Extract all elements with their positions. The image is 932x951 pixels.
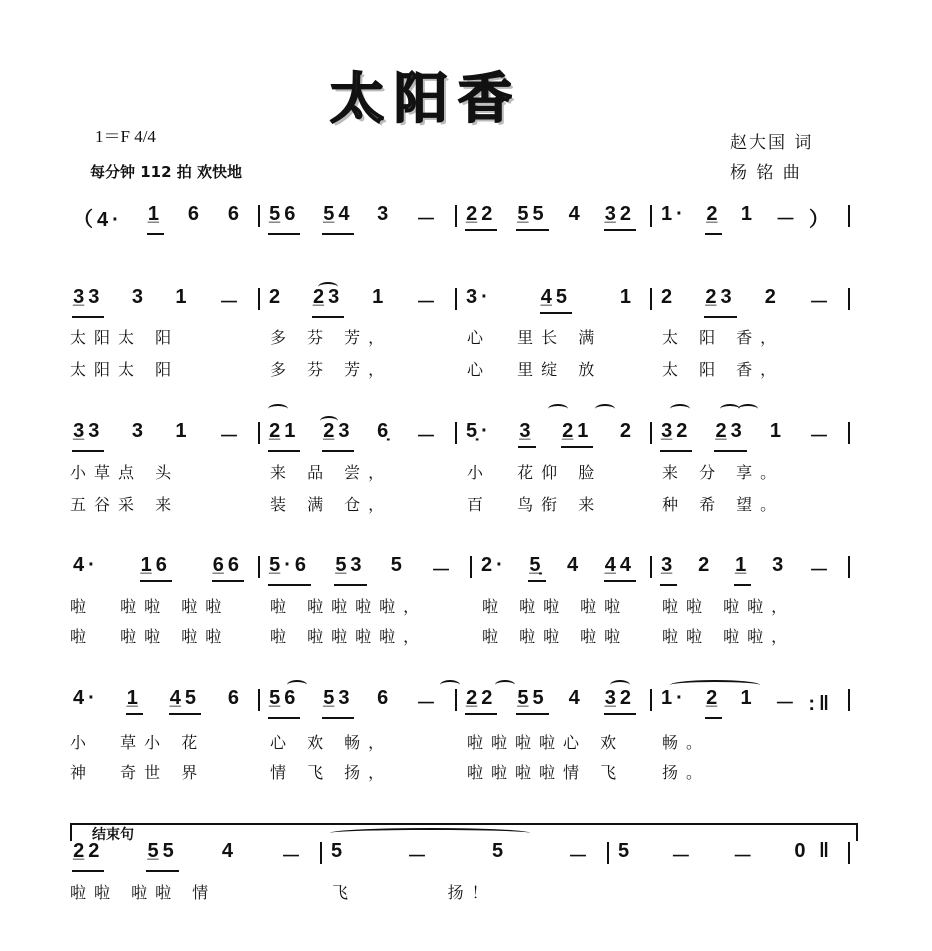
measure: [72, 554, 244, 582]
lyric: 太阳太 阳: [70, 360, 180, 379]
measure: [268, 203, 441, 235]
measure: [465, 203, 636, 231]
note: [568, 687, 585, 715]
note-text: _22: [466, 203, 497, 225]
note: [72, 687, 100, 715]
lyric: 啦啦啦啦情 飞: [467, 763, 625, 782]
lyric: 啦啦 啦啦，: [662, 627, 796, 646]
barline: [258, 205, 260, 227]
barline: [848, 842, 850, 864]
slur: [548, 404, 568, 414]
barline: [650, 689, 652, 711]
note: [566, 554, 583, 582]
lyric: 五谷采 来: [70, 495, 180, 514]
measure: [465, 687, 636, 715]
note-text: 1: [175, 286, 191, 308]
note-text: 4: [568, 687, 584, 709]
note: [218, 420, 244, 452]
note: [72, 203, 124, 235]
note-text: 4: [221, 840, 237, 862]
note: [415, 687, 441, 719]
key-signature: 1＝F 4/4: [95, 127, 156, 146]
lyric: 心 里绽 放: [467, 360, 603, 379]
note-text: 5: [390, 554, 406, 576]
note: [430, 554, 456, 586]
note-text: 6: [227, 687, 243, 709]
note-text: _23: [715, 420, 746, 442]
note: [268, 420, 300, 452]
barline: [320, 842, 322, 864]
barline: [650, 556, 652, 578]
note-text: _23: [705, 286, 736, 308]
barline: [650, 205, 652, 227]
note-text: 6: [187, 203, 203, 225]
note-text: －: [415, 693, 440, 715]
note-text: _53: [323, 687, 354, 709]
note: [561, 420, 593, 448]
note-text: 6: [377, 687, 393, 709]
measure: [330, 840, 593, 872]
note: [740, 203, 757, 235]
note: [174, 286, 191, 318]
note-text: 2·: [481, 554, 507, 576]
note: [465, 286, 493, 314]
note-text: 1: [740, 687, 756, 709]
barline: [848, 205, 850, 227]
barline: [455, 288, 457, 310]
barline: [848, 422, 850, 444]
note-text: _21: [562, 420, 593, 442]
slur: [440, 680, 460, 690]
barline: [258, 556, 260, 578]
note: [697, 554, 714, 586]
note: [604, 687, 636, 715]
lyric: 太阳太 阳: [70, 328, 180, 347]
note: [491, 840, 508, 872]
note: [140, 554, 172, 582]
note: [465, 420, 493, 448]
note-text: 6̣: [377, 420, 393, 442]
note-text: －: [809, 560, 833, 582]
note: [376, 687, 393, 719]
note-text: _23: [312, 286, 344, 308]
note: [660, 554, 677, 586]
note: [774, 687, 834, 719]
note-text: _66: [212, 554, 243, 576]
note-text: _1: [126, 687, 142, 709]
note: [187, 203, 204, 235]
note: [376, 420, 393, 452]
measure: [72, 286, 244, 318]
measure: [465, 286, 636, 314]
note: [714, 420, 746, 452]
note-text: _22: [73, 840, 104, 862]
lyric: 小 花仰 脸: [467, 463, 603, 482]
note-text: 2: [619, 420, 635, 442]
note-text: 1: [175, 420, 191, 442]
note: [808, 420, 834, 452]
note: [415, 286, 441, 318]
lyric: 装 满 仓，: [270, 495, 393, 514]
note-text: －: [732, 846, 757, 868]
note-text: －: [567, 846, 592, 868]
note-text: 3·: [466, 286, 492, 308]
note-text: _56: [269, 203, 300, 225]
note-text: _1: [147, 203, 163, 225]
note-text: _3: [519, 420, 535, 442]
lyric: 啦啦啦啦心 欢: [467, 733, 625, 752]
barline: [848, 689, 850, 711]
lyric: 情 飞 扬，: [270, 763, 393, 782]
note: [732, 840, 758, 872]
note-text: _32: [604, 203, 635, 225]
note: [227, 687, 244, 715]
note-text: _45: [540, 286, 572, 308]
note: [774, 203, 834, 235]
note-text: 1·: [661, 687, 687, 709]
lyric: 啦 啦啦 啦啦: [70, 597, 230, 616]
note-text: 2: [698, 554, 714, 576]
measure: [660, 420, 834, 452]
note-text: 6: [227, 203, 243, 225]
note-text: _33: [73, 286, 104, 308]
measure: [660, 203, 834, 235]
note: [660, 420, 692, 452]
note: [174, 420, 191, 452]
note: [739, 687, 756, 719]
note: [660, 286, 677, 318]
slur: [330, 828, 530, 838]
note-text: －: [670, 846, 695, 868]
slur: [320, 416, 338, 426]
slur: [268, 404, 288, 414]
lyric: 神 奇世 界: [70, 763, 206, 782]
barline: [455, 422, 457, 444]
note-text: 4: [567, 554, 583, 576]
note: [376, 203, 393, 235]
note-text: 3: [377, 203, 393, 225]
note-text: _2: [706, 203, 722, 225]
measure: [660, 286, 834, 318]
note-text: _54: [323, 203, 354, 225]
note-text: 1: [740, 203, 757, 225]
note: [619, 420, 636, 448]
measure: [72, 203, 244, 235]
note-text: 1: [372, 286, 388, 308]
barline: [848, 288, 850, 310]
note-text: 1·: [661, 203, 687, 225]
note-text: －: [809, 292, 833, 314]
slur: [670, 404, 690, 414]
note-text: 3: [131, 286, 147, 308]
note: [465, 687, 497, 715]
slur: [670, 680, 760, 690]
note: [619, 286, 636, 314]
slur: [738, 404, 758, 414]
note: [221, 840, 238, 872]
note: [567, 840, 593, 872]
measure: [660, 554, 834, 586]
lyric: 畅。: [662, 733, 711, 752]
lyric: 啦 啦啦 啦啦: [482, 627, 629, 646]
measure: [617, 840, 834, 872]
note: [371, 286, 388, 318]
note: [131, 420, 148, 452]
barline: [258, 422, 260, 444]
measure: [268, 420, 441, 452]
note-text: _55: [517, 687, 548, 709]
note-text: _56: [269, 687, 300, 709]
note: [322, 203, 354, 235]
note-text: 3: [772, 554, 788, 576]
measure: [268, 286, 441, 318]
note: [568, 203, 585, 231]
note-text: 1: [619, 286, 635, 308]
note-text: _23: [323, 420, 354, 442]
lyric: 啦 啦啦 啦啦: [482, 597, 629, 616]
note: [617, 840, 634, 872]
note-text: －: [415, 209, 440, 231]
note: [72, 286, 104, 318]
note-text: _5̣: [529, 554, 545, 576]
lyric: 太 阳 香，: [662, 360, 785, 379]
note: [516, 203, 548, 231]
slur: [595, 404, 615, 414]
note: [793, 840, 834, 872]
note-text: _16: [140, 554, 171, 576]
barline: [258, 288, 260, 310]
lyricist-credit: 赵大国 词: [730, 133, 814, 153]
note: [465, 203, 497, 231]
coda-label: 结束句: [92, 827, 134, 843]
note-text: _32: [661, 420, 692, 442]
slur: [318, 282, 338, 292]
note: [704, 286, 736, 318]
lyric: 多 芬 芳，: [270, 328, 393, 347]
note-text: 2: [764, 286, 780, 308]
note-text: _55: [147, 840, 178, 862]
note: [268, 554, 311, 586]
note: [771, 554, 788, 586]
note: [280, 840, 306, 872]
note-text: _2: [706, 687, 722, 709]
note-text: －: [280, 846, 305, 868]
note: [705, 687, 722, 719]
note: [72, 554, 100, 582]
barline: [848, 556, 850, 578]
tempo-marking: 每分钟 112 拍 欢快地: [90, 163, 242, 181]
note: [268, 687, 300, 719]
note-text: 0 ‖: [794, 840, 833, 862]
note-text: －: [218, 426, 243, 448]
song-title: 太阳香: [330, 67, 522, 130]
slur: [610, 680, 630, 690]
note-text: －: [218, 292, 243, 314]
note-text: _3: [661, 554, 677, 576]
note-text: 4: [568, 203, 584, 225]
measure: [465, 420, 636, 448]
note-text: _21: [269, 420, 300, 442]
note-text: 4·: [73, 554, 99, 576]
lyric: 啦 啦啦啦啦，: [270, 627, 428, 646]
lyric: 扬。: [662, 763, 711, 782]
note: [131, 286, 148, 318]
lyric: 种 希 望。: [662, 495, 785, 514]
note-text: _45: [169, 687, 201, 709]
note-text: 5: [491, 840, 508, 862]
lyric: 飞 扬！: [332, 883, 496, 902]
measure: [480, 554, 636, 582]
note: [227, 203, 244, 235]
lyric: 太 阳 香，: [662, 328, 785, 347]
barline: [470, 556, 472, 578]
note-text: 2: [661, 286, 677, 308]
lyric: 啦 啦啦 啦啦: [70, 627, 230, 646]
lyric: 心 欢 畅，: [270, 733, 393, 752]
note: [146, 840, 178, 872]
barline: [607, 842, 609, 864]
note-text: －: [407, 846, 432, 868]
note-text: 5: [331, 840, 347, 862]
note: [390, 554, 407, 586]
note: [334, 554, 366, 586]
lyric: 来 品 尝，: [270, 463, 393, 482]
note: [660, 687, 688, 719]
slur: [720, 404, 740, 414]
note-text: －: [808, 426, 833, 448]
note: [126, 687, 143, 715]
lyric: 啦啦 啦啦，: [662, 597, 796, 616]
note-text: － :‖: [774, 693, 833, 715]
note: [480, 554, 508, 582]
note: [808, 286, 834, 318]
measure: [72, 840, 306, 872]
note: [72, 420, 104, 452]
note: [604, 554, 636, 582]
note: [218, 286, 244, 318]
note-text: 1: [769, 420, 785, 442]
note-text: 5: [618, 840, 634, 862]
measure: [72, 687, 244, 715]
note: [518, 420, 535, 448]
note: [516, 687, 548, 715]
note: [769, 420, 786, 452]
note: [670, 840, 696, 872]
note: [268, 203, 300, 235]
slur: [287, 680, 307, 690]
barline: [258, 689, 260, 711]
note: [734, 554, 751, 586]
lyric: 心 里长 满: [467, 328, 603, 347]
note-text: （4·: [73, 209, 123, 231]
note: [540, 286, 572, 314]
note-text: 2: [269, 286, 285, 308]
note: [268, 286, 285, 318]
note-text: －: [415, 292, 440, 314]
note: [415, 420, 441, 452]
note: [406, 840, 432, 872]
lyric: 百 鸟衔 来: [467, 495, 603, 514]
note: [604, 203, 636, 231]
barline: [455, 205, 457, 227]
slur: [495, 680, 515, 690]
note-text: －: [415, 426, 440, 448]
measure: [660, 687, 834, 719]
note: [415, 203, 441, 235]
note: [808, 554, 834, 586]
note: [330, 840, 347, 872]
note-text: _1: [735, 554, 751, 576]
measure: [72, 420, 244, 452]
note: [660, 203, 688, 235]
note: [169, 687, 201, 715]
measure: [268, 687, 441, 719]
note-text: _53: [335, 554, 366, 576]
lyric: 小 草小 花: [70, 733, 206, 752]
note-text: _22: [466, 687, 497, 709]
note-text: 4·: [73, 687, 99, 709]
lyric: 来 分 享。: [662, 463, 785, 482]
barline: [650, 422, 652, 444]
note-text: 5̣·: [466, 420, 492, 442]
note: [322, 687, 354, 719]
note-text: _33: [73, 420, 104, 442]
barline: [455, 689, 457, 711]
note-text: － ）: [775, 209, 833, 231]
note-text: －: [431, 560, 455, 582]
note: [764, 286, 781, 318]
note-text: 3: [131, 420, 147, 442]
lyric: 多 芬 芳，: [270, 360, 393, 379]
note-text: _55: [517, 203, 548, 225]
note: [528, 554, 545, 582]
note-text: _32: [604, 687, 635, 709]
composer-credit: 杨 铭 曲: [730, 163, 802, 183]
lyric: 啦啦 啦啦 情: [70, 883, 217, 902]
note: [212, 554, 244, 582]
note: [705, 203, 722, 235]
lyric: 小草点 头: [70, 463, 180, 482]
barline: [650, 288, 652, 310]
note-text: _5·6: [269, 554, 311, 576]
note: [72, 840, 104, 872]
measure: [268, 554, 456, 586]
lyric: 啦 啦啦啦啦，: [270, 597, 428, 616]
note: [147, 203, 164, 235]
note-text: _44: [604, 554, 635, 576]
